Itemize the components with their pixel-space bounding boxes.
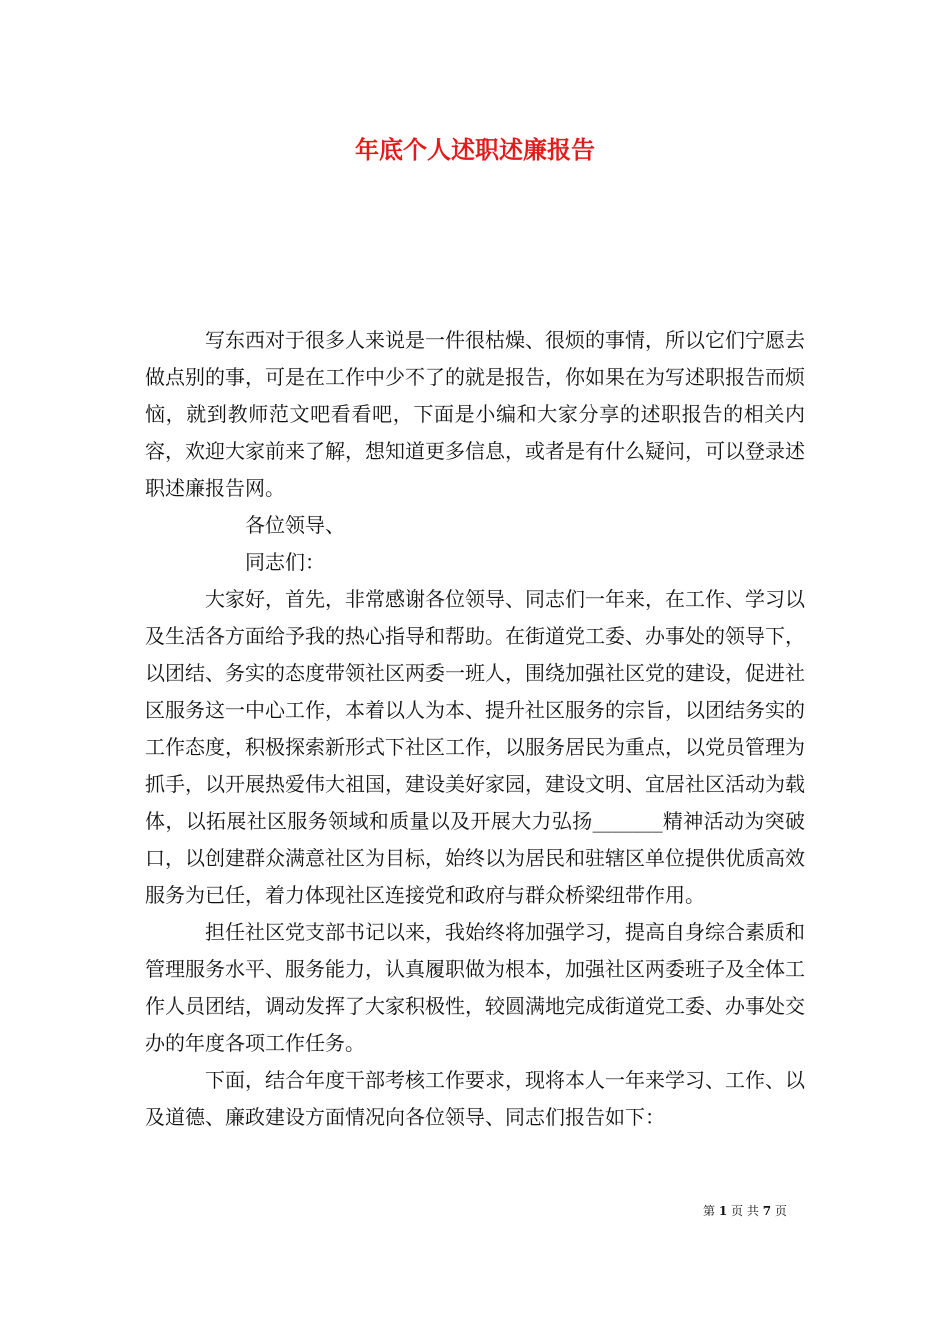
- document-body: [145, 322, 805, 1136]
- intro-paragraph: 写东西对于很多人来说是一件很枯燥、很烦的事情，所以它们宁愿去做点别的事，可是在工作中少不了的就是报告，你如果在为写述职报告而烦恼，就到教师范文吧看看吧，下面是小编和大家分享的述职报告的相关内容，欢迎大家前来了解，想知道更多信息，或者是有什么疑问，可以登录述职述廉报告网。: [145, 328, 805, 500]
- body-paragraph-report-intro: 下面，结合年度干部考核工作要求，现将本人一年来学习、工作、以及道德、廉政建设方面情况向各位领导、同志们报告如下：: [145, 1068, 805, 1129]
- document-title: 年底个人述职述廉报告: [355, 135, 595, 164]
- salutation-comrades: 同志们：: [245, 550, 325, 574]
- page-number-footer: [703, 1203, 787, 1219]
- footer-current-page: 1: [718, 1204, 728, 1218]
- body-paragraph-greeting: 大家好，首先，非常感谢各位领导、同志们一年来，在工作、学习以及生活各方面给予我的热心指导和帮助。在街道党工委、办事处的领导下，以团结、务实的态度带领社区两委一班人，围绕加强社区党的建设，促进社区服务这一中心工作，本着以人为本、提升社区服务的宗旨，以团结务实的工作态度，积极探索新形式下社区工作，以服务居民为重点，以党员管理为抓手，以开展热爱伟大祖国，建设美好家园，建设文明、宜居社区活动为载体，以拓展社区服务领域和质量以及开展大力弘扬_______精神活动为突破口，以创建群众满意社区为目标，始终以为居民和驻辖区单位提供优质高效服务为已任，着力体现社区连接党和政府与群众桥梁纽带作用。: [145, 587, 805, 907]
- footer-total-pages: 7: [762, 1204, 772, 1218]
- footer-middle: 页 共: [731, 1204, 759, 1218]
- salutation-leaders: 各位领导、: [245, 513, 345, 537]
- footer-prefix: 第: [703, 1204, 716, 1218]
- footer-suffix: 页: [774, 1204, 787, 1218]
- body-paragraph-summary: 担任社区党支部书记以来，我始终将加强学习，提高自身综合素质和管理服务水平、服务能力，认真履职做为根本，加强社区两委班子及全体工作人员团结，调动发挥了大家积极性，较圆满地完成街道党工委、办事处交办的年度各项工作任务。: [145, 920, 805, 1055]
